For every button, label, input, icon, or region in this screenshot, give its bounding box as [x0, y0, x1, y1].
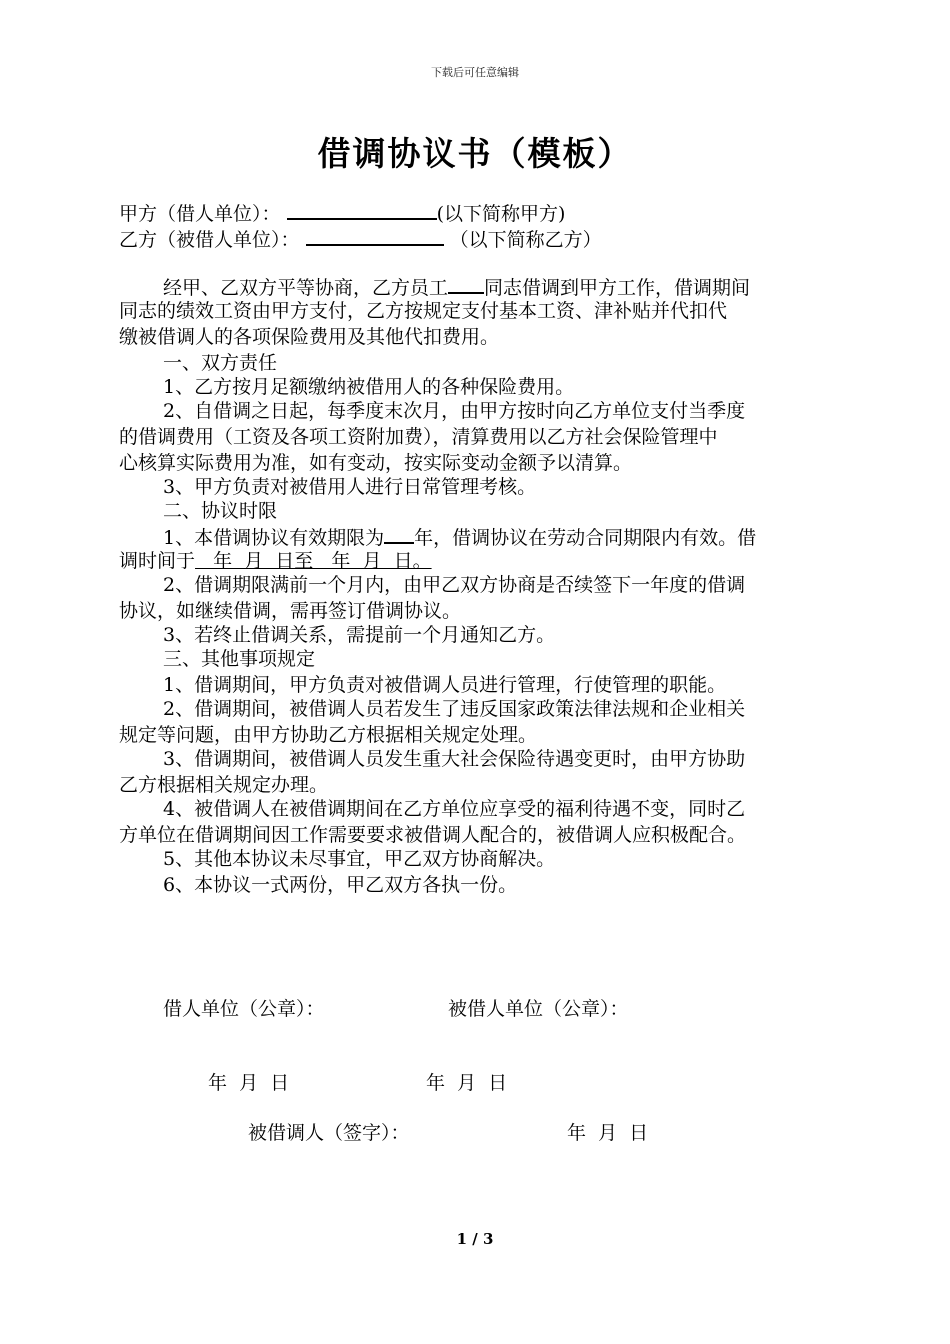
section2-item-1: [163, 522, 756, 551]
section3-item-1: 1、借调期间，甲方负责对被借调人员进行管理，行使管理的职能。: [163, 674, 727, 696]
section3-item-4: 4、被借调人在被借调期间在乙方单位应享受的福利待遇不变，同时乙: [163, 798, 746, 820]
section1-item-2: 2、自借调之日起，每季度末次月，由甲方按时向乙方单位支付当季度: [163, 400, 746, 422]
term-years-blank[interactable]: [384, 522, 414, 544]
party-a-suffix: (以下简称甲方): [436, 203, 566, 225]
lender-seal-label: 借人单位（公章）：: [163, 998, 325, 1020]
section3-item-2-cont: 规定等问题，由甲方协助乙方根据相关规定处理。: [119, 724, 538, 746]
section1-item-2-cont: 心核算实际费用为准，如有变动，按实际变动金额予以清算。: [119, 452, 633, 474]
term-text: 年，借调协议在劳动合同期限内有效。借: [414, 527, 757, 549]
section3-item-3: 3、借调期间，被借调人员发生重大社会保险待遇变更时，由甲方协助: [163, 748, 746, 770]
header-note: 下载后可任意编辑: [431, 66, 519, 79]
borrowed-date: 年 月 日: [426, 1072, 508, 1094]
borrowee-date: 年 月 日: [567, 1122, 649, 1144]
term-text: 调时间于: [119, 550, 196, 572]
party-a-label: 甲方（借人单位）：: [119, 203, 281, 225]
intro-text: 经甲、乙双方平等协商，乙方员工: [163, 277, 449, 299]
employee-name-blank[interactable]: [448, 272, 484, 294]
section1-item-1: 1、乙方按月足额缴纳被借用人的各种保险费用。: [163, 376, 575, 398]
section2-item-3: 3、若终止借调关系，需提前一个月通知乙方。: [163, 624, 556, 646]
term-dates: 年 月 日至 年 月 日。: [195, 550, 432, 572]
section-heading-2: 二、协议时限: [163, 500, 278, 522]
section3-item-4-cont: 方单位在借调期间因工作需要要求被借调人配合的，被借调人应积极配合。: [119, 824, 747, 846]
intro-line-3: 缴被借调人的各项保险费用及其他代扣费用。: [119, 326, 500, 348]
lender-date: 年 月 日: [208, 1072, 290, 1094]
section2-item-1-cont: [119, 548, 432, 574]
party-a-blank[interactable]: [287, 198, 437, 220]
borrowed-seal-label: 被借人单位（公章）：: [448, 998, 629, 1020]
intro-line-1: [163, 272, 750, 301]
borrowee-signature-label: 被借调人（签字）：: [248, 1122, 410, 1144]
party-b-blank[interactable]: [306, 224, 444, 246]
document-title: 借调协议书（模板）: [317, 134, 633, 173]
party-a-line: [119, 198, 565, 227]
intro-text: 同志借调到甲方工作，借调期间: [484, 277, 751, 299]
intro-line-2: 同志的绩效工资由甲方支付，乙方按规定支付基本工资、津补贴并代扣代: [119, 300, 728, 322]
page-number: 1 / 3: [456, 1230, 494, 1248]
section2-item-2-cont: 协议，如继续借调，需再签订借调协议。: [119, 600, 462, 622]
party-b-suffix: （以下简称乙方）: [449, 229, 602, 251]
section-heading-3: 三、其他事项规定: [163, 648, 316, 670]
party-b-line: [119, 224, 602, 253]
term-text: 1、本借调协议有效期限为: [163, 527, 385, 549]
section-heading-1: 一、双方责任: [163, 352, 278, 374]
section2-item-2: 2、借调期限满前一个月内，由甲乙双方协商是否续签下一年度的借调: [163, 574, 746, 596]
section1-item-3: 3、甲方负责对被借用人进行日常管理考核。: [163, 476, 537, 498]
section3-item-3-cont: 乙方根据相关规定办理。: [119, 774, 329, 796]
section3-item-6: 6、本协议一式两份，甲乙双方各执一份。: [163, 874, 518, 896]
section1-item-2-cont: 的借调费用（工资及各项工资附加费），清算费用以乙方社会保险管理中: [119, 426, 718, 448]
section3-item-2: 2、借调期间，被借调人员若发生了违反国家政策法律法规和企业相关: [163, 698, 746, 720]
section3-item-5: 5、其他本协议未尽事宜，甲乙双方协商解决。: [163, 848, 556, 870]
party-b-label: 乙方（被借人单位）：: [119, 229, 300, 251]
